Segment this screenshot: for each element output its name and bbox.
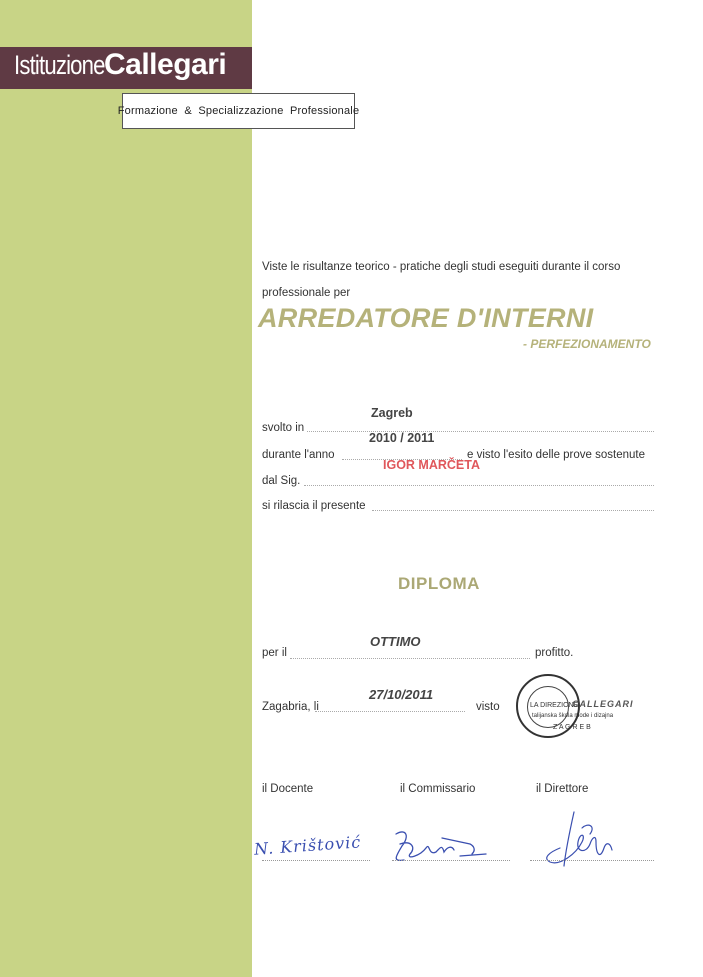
green-band <box>0 0 252 977</box>
direttore-label: il Direttore <box>536 783 589 795</box>
logo-light-text: Istituzione <box>14 50 105 80</box>
direttore-sign-line <box>530 860 654 861</box>
date-line <box>315 711 465 712</box>
sig-label: dal Sig. <box>262 475 301 487</box>
subtitle-text: Formazione & Specializzazione Professionale <box>117 105 360 117</box>
commissario-signature <box>382 826 494 868</box>
sig-line <box>304 485 654 486</box>
intro-line-1: Viste le risultanze teorico - pratiche degli studi eseguiti durante il corso <box>262 261 621 273</box>
anno-suffix: e visto l'esito delle prove sostenute <box>467 449 645 461</box>
stamp-line-3: talijanska škola mode i dizajna <box>532 713 614 719</box>
recipient-name: IGOR MARČETA <box>383 458 480 472</box>
course-title: ARREDATORE D'INTERNI <box>258 303 594 333</box>
anno-value: 2010 / 2011 <box>369 431 435 445</box>
docente-signature: N. Krištović <box>253 832 362 859</box>
rilascia-label: si rilascia il presente <box>262 500 366 512</box>
profitto-label: profitto. <box>535 647 574 659</box>
grade-value: OTTIMO <box>370 634 421 649</box>
anno-label: durante l'anno <box>262 449 335 461</box>
place-label: Zagabria, li <box>262 701 319 713</box>
diploma-title: DIPLOMA <box>398 574 480 593</box>
docente-sign-line <box>262 860 370 861</box>
per-label: per il <box>262 647 287 659</box>
date-value: 27/10/2011 <box>369 687 434 702</box>
subtitle-box <box>117 93 360 129</box>
commissario-sign-line <box>392 860 510 861</box>
logo-bold-text: Callegari <box>104 48 227 81</box>
visto-label: visto <box>476 701 500 713</box>
course-subtitle: - PERFEZIONAMENTO <box>523 337 651 351</box>
svolto-line <box>307 431 654 432</box>
institution-logo <box>14 48 227 81</box>
commissario-label: il Commissario <box>400 783 476 795</box>
svolto-label: svolto in <box>262 422 305 434</box>
stamp-line-1: LA DIREZIONE <box>530 702 579 709</box>
stamp-line-2: CALLEGARI <box>572 699 634 709</box>
grade-line <box>290 658 530 659</box>
rilascia-line <box>372 510 654 511</box>
stamp-line-4: Z A G R E B <box>553 724 591 731</box>
svolto-value: Zagreb <box>371 406 413 420</box>
docente-label: il Docente <box>262 783 314 795</box>
intro-line-2: professionale per <box>262 287 351 299</box>
